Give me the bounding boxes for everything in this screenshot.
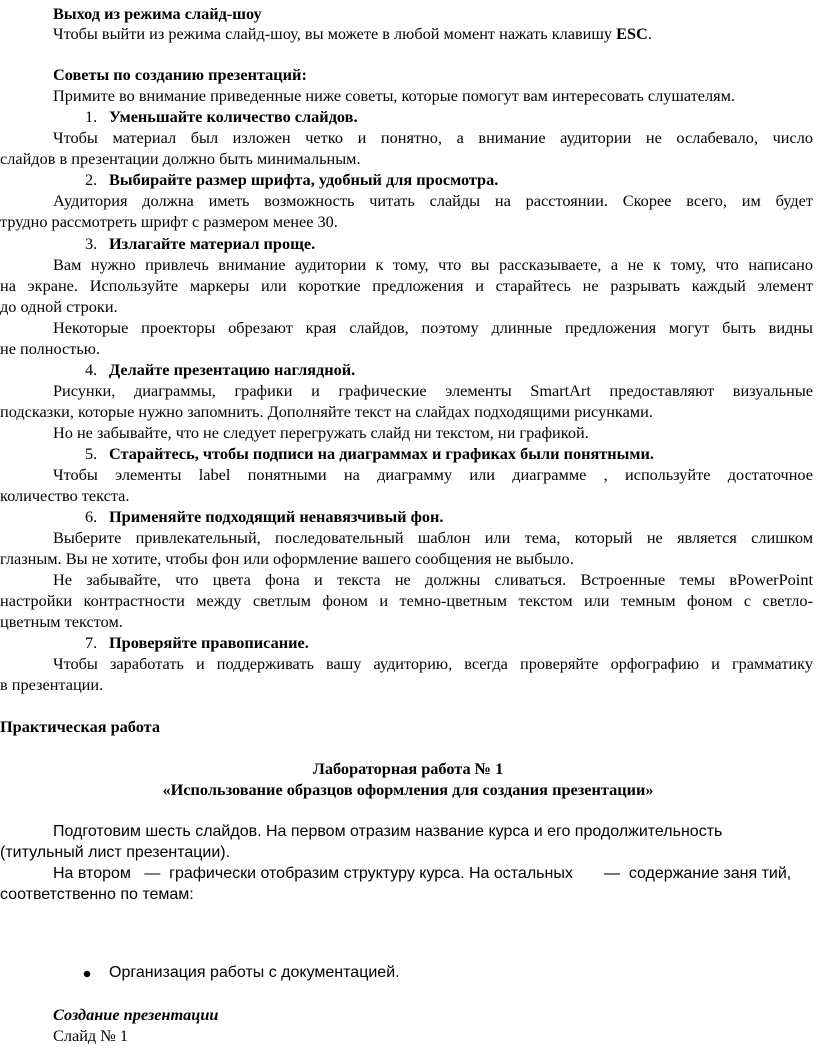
tip-4-text-line-2: подсказки, которые нужно запомнить. Дополняйте текст на слайдах подходящими рисунками. <box>0 402 653 421</box>
creation-heading: Создание презентации <box>53 1005 219 1024</box>
tip-7-title: Проверяйте правописание. <box>109 633 309 652</box>
tip-2-title: Выбирайте размер шрифта, удобный для просмотра. <box>109 170 499 189</box>
practical-heading: Практическая работа <box>0 717 160 736</box>
tip-5-text-line-2: количество текста. <box>0 486 130 505</box>
lab-subtitle: «Использование образцов оформления для создания презентации» <box>162 780 654 799</box>
tip-1-text-line-2: слайдов в презентации должно быть минимальным. <box>0 149 361 168</box>
tip-6-text-line-4: настройки контрастности между светлым фоном и темно-цветным текстом или темным фоном с светло- <box>0 591 813 610</box>
tip-6-number: 6. <box>85 507 98 526</box>
exit-text <box>53 24 652 43</box>
tip-5-number: 5. <box>85 444 98 463</box>
tip-6-text-line-3: Не забывайте, что цвета фона и текста не должны сливаться. Встроенные темы вPowerPoint <box>53 570 813 589</box>
tip-6-title: Применяйте подходящий ненавязчивый фон. <box>109 507 444 526</box>
tip-1-number: 1. <box>85 107 98 126</box>
tip-4-number: 4. <box>85 360 98 379</box>
tip-3-text-line-4: Некоторые проекторы обрезают края слайдов, поэтому длинные предложения могут быть видны <box>53 318 813 337</box>
tip-3-text-line-5: не полностью. <box>0 339 101 358</box>
tip-3-text-line-1: Вам нужно привлечь внимание аудитории к тому, что вы рассказываете, а не к тому, что написано <box>53 255 813 274</box>
tip-6-text-line-1: Выберите привлекательный, последовательный шаблон или тема, который не является слишком <box>53 528 813 547</box>
exit-text-end: . <box>647 24 652 43</box>
exit-text-main: Чтобы выйти из режима слайд-шоу, вы можете в любой момент нажать клавишу <box>53 24 617 43</box>
tip-3-text-line-3: до одной строки. <box>0 297 118 316</box>
tip-2-text-line-1: Аудитория должна иметь возможность читать слайды на расстоянии. Скорее всего, им будет <box>53 191 813 210</box>
tip-3-number: 3. <box>85 234 98 253</box>
tip-7-text-line-2: в презентации. <box>0 675 104 694</box>
tip-6-text-line-2: глазным. Вы не хотите, чтобы фон или оформление вашего сообщения не выбыло. <box>0 549 574 568</box>
tip-3-title: Излагайте материал проще. <box>109 234 316 253</box>
tip-2-number: 2. <box>85 170 98 189</box>
tip-7-number: 7. <box>85 633 98 652</box>
tip-3-text-line-2: на экране. Используйте маркеры или короткие предложения и старайтесь не разрывать каждый элемент <box>0 276 813 295</box>
bullet-icon <box>83 963 93 987</box>
tip-6-text-line-5: цветным текстом. <box>0 612 123 631</box>
tip-1-title: Уменьшайте количество слайдов. <box>109 107 358 126</box>
bullet-dot-icon <box>83 963 93 983</box>
tips-intro: Примите во внимание приведенные ниже советы, которые помогут вам интересовать слушателям. <box>53 86 736 105</box>
lab-title: Лабораторная работа № 1 <box>312 759 504 778</box>
slide-number-label: Слайд № 1 <box>53 1026 129 1045</box>
esc-key-label: ESC <box>616 24 648 43</box>
lab-text-line-1: Подготовим шесть слайдов. На первом отразим название курса и его продолжительность <box>53 823 723 840</box>
lab-text-line-2: (титульный лист презентации). <box>0 844 231 861</box>
tip-1-text-line-1: Чтобы материал был изложен четко и понятно, а внимание аудитории не ослабевало, число <box>53 128 813 147</box>
tip-4-text-line-3: Но не забывайте, что не следует перегружать слайд ни текстом, ни графикой. <box>53 423 589 442</box>
lab-text-line-4: соответственно по темам: <box>0 886 194 903</box>
tip-7-text-line-1: Чтобы заработать и поддерживать вашу аудиторию, всегда проверяйте орфографию и грамматику <box>53 654 813 673</box>
tip-5-text-line-1: Чтобы элементы label понятными на диаграмму или диаграмме , используйте достаточное <box>53 465 813 484</box>
lab-text-line-3: На втором — графически отобразим структуру курса. На остальных — содержание заня тий, <box>53 865 792 882</box>
tip-5-title: Старайтесь, чтобы подписи на диаграммах и графиках были понятными. <box>109 444 654 463</box>
tip-4-title: Делайте презентацию наглядной. <box>109 360 356 379</box>
tips-heading: Советы по созданию презентаций: <box>53 65 307 84</box>
tip-4-text-line-1: Рисунки, диаграммы, графики и графические элементы SmartArt предоставляют визуальные <box>53 381 813 400</box>
tip-2-text-line-2: трудно рассмотреть шрифт с размером менее 30. <box>0 212 338 231</box>
exit-heading: Выход из режима слайд-шоу <box>53 4 262 23</box>
bullet-item: Организация работы с документацией. <box>109 964 400 981</box>
